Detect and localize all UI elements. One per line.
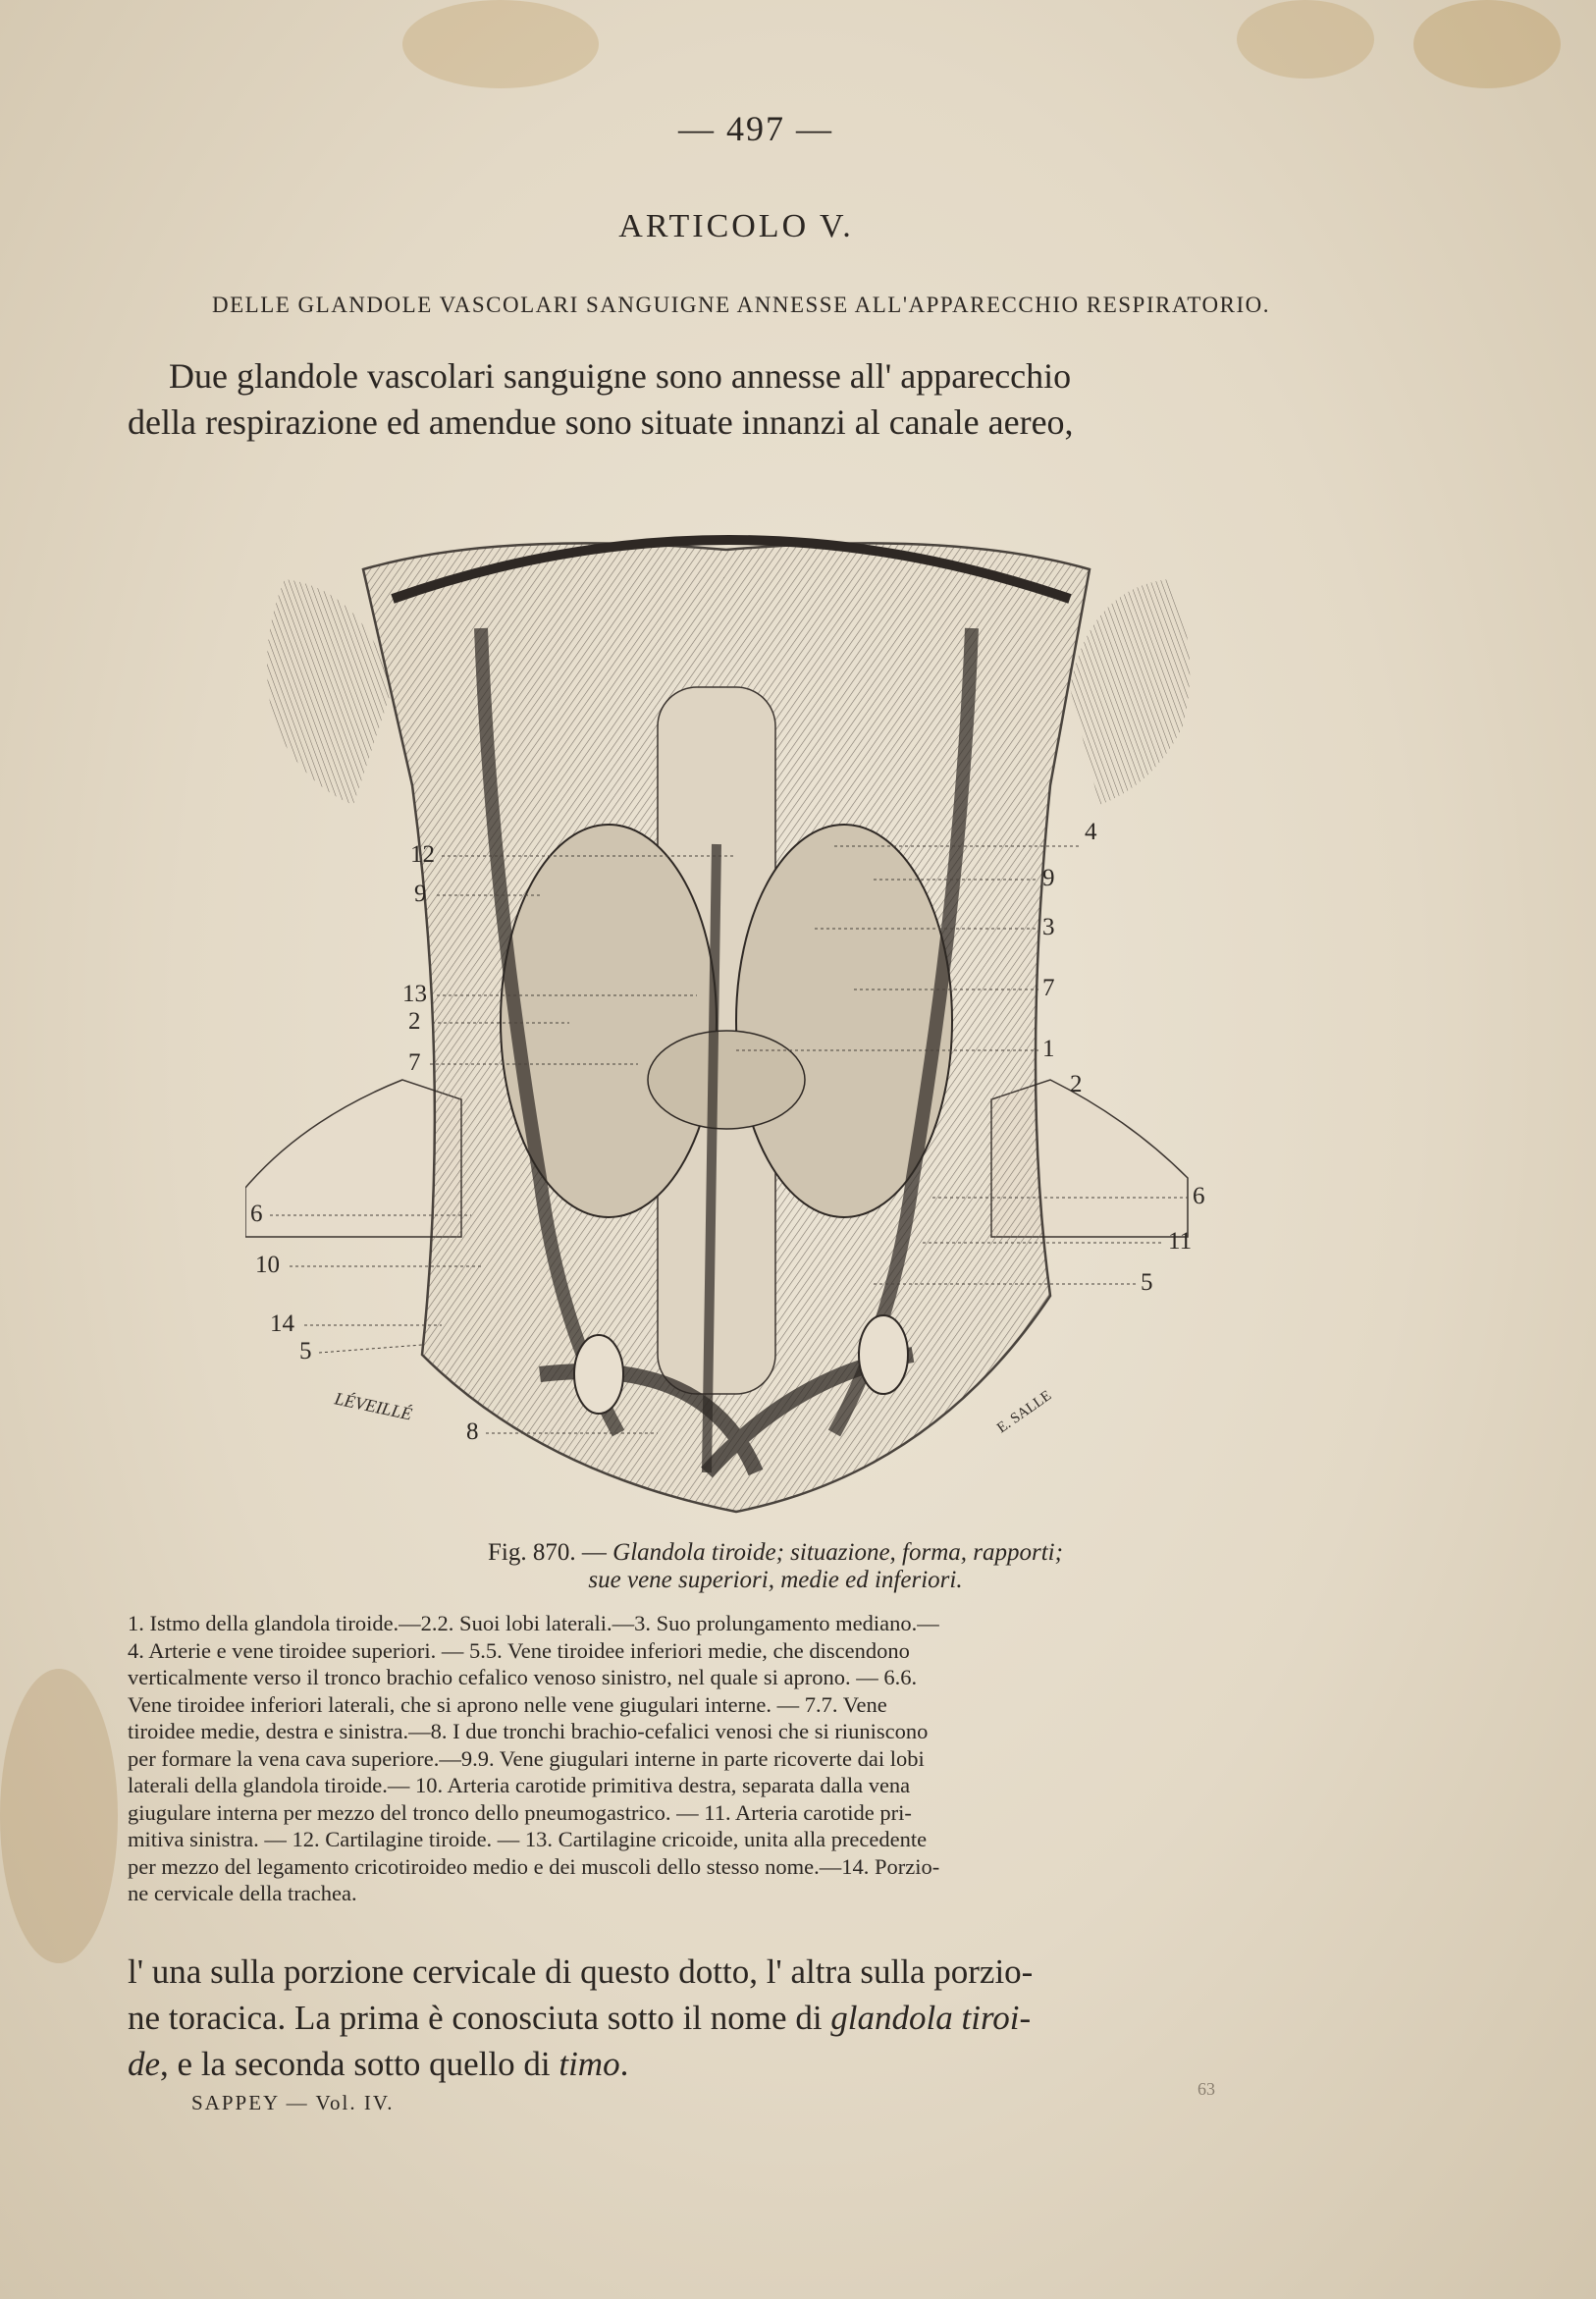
engraver-signature-left: LÉVEILLÉ [333,1388,414,1424]
figure-caption: Fig. 870. — Glandola tiroide; situazione, forma, rapporti; sue vene superiori, medie ed inferiori. [488,1539,1063,1593]
intro-paragraph [128,353,1335,446]
figure-label: 14 [270,1310,294,1337]
closing-line: l' una sulla porzione cervicale di questo dotto, l' altra sulla porzio- [128,1952,1034,1991]
shoulder-left [245,1080,461,1237]
figure-label: 7 [1042,975,1055,1001]
figure-label: 10 [255,1252,280,1278]
legend-line: Vene tiroidee inferiori laterali, che si aprono nelle vene giugulari interne. — 7.7. Vene [128,1691,887,1717]
legend-line: verticalmente verso il tronco brachio cefalico venoso sinistro, nel quale si aprono. — 6.6. [128,1665,918,1689]
closing-text: . [619,2045,629,2083]
figure-label: 12 [410,841,435,868]
figure-label: 8 [466,1418,479,1445]
closing-italic-term: de [128,2045,161,2083]
foxing-stain [1413,0,1561,88]
caption-figure-number: Fig. 870. [488,1539,576,1566]
closing-italic-term: timo [559,2045,620,2083]
legend-line: mitiva sinistra. — 12. Cartilagine tiroide. — 13. Cartilagine cricoide, unita alla precedente [128,1827,928,1851]
thyroid-engraving [245,491,1207,1531]
figure-label: 5 [1141,1269,1153,1296]
caption-title-line2: sue vene superiori, medie ed inferiori. [588,1567,963,1593]
legend-line: 1. Istmo della glandola tiroide.—2.2. Suoi lobi laterali.—3. Suo prolungamento mediano.— [128,1611,939,1635]
footer-signature: SAPPEY — Vol. IV. [191,2091,395,2114]
foxing-stain [402,0,599,88]
clavicle-right [859,1315,908,1394]
legend-line: per formare la vena cava superiore.—9.9. Vene giugulari interne in parte ricoverte dai lobi [128,1745,925,1771]
closing-text: , e la seconda sotto quello di [160,2045,559,2083]
legend-line: ne cervicale della trachea. [128,1881,357,1905]
figure-label: 11 [1168,1228,1193,1255]
engraver-signature-right: E. SALLE [994,1387,1055,1437]
figure-label: 3 [1042,914,1055,940]
closing-line [128,2041,1345,2087]
figure-label: 2 [1070,1071,1083,1097]
legend-line: per mezzo del legamento cricotiroideo medio e dei muscoli dello stesso nome.—14. Porzio- [128,1853,940,1879]
foxing-stain [1237,0,1374,79]
hair-right [1070,579,1190,805]
thyroid-isthmus [648,1031,805,1129]
figure-label: 13 [402,981,427,1007]
figure-label: 6 [250,1201,263,1227]
intro-line: Due glandole vascolari sanguigne sono annesse all' apparecchio [169,356,1072,396]
closing-italic-term: glandola tiroi- [830,1999,1032,2037]
figure-label: 9 [1042,865,1055,891]
caption-title-line1: Glandola tiroide; situazione, forma, rapporti; [612,1539,1063,1566]
foxing-stain [0,1669,118,1963]
figure-legend [128,1610,1355,1907]
legend-line: giugulare interna per mezzo del tronco dello pneumogastrico. — 11. Arteria carotide pri- [128,1799,912,1825]
closing-text: ne toracica. La prima è conosciuta sotto il nome di [128,1999,831,2037]
figure-label: 1 [1042,1036,1055,1062]
figure-label: 7 [408,1049,421,1076]
section-heading: DELLE GLANDOLE VASCOLARI SANGUIGNE ANNESSE ALL'APPARECCHIO RESPIRATORIO. [211,293,1270,317]
closing-line [128,1995,1345,2041]
figure-label: 2 [408,1008,421,1035]
intro-line: della respirazione ed amendue sono situate innanzi al canale aereo, [128,402,1074,442]
figure-label: 4 [1085,819,1097,845]
legend-line: laterali della glandola tiroide.— 10. Arteria carotide primitiva destra, separata dalla vena [128,1773,911,1797]
clavicle-left [574,1335,623,1414]
figure-label: 5 [299,1338,312,1364]
legend-line: 4. Arterie e vene tiroidee superiori. — 5.5. Vene tiroidee inferiori medie, che discendono [128,1637,910,1663]
figure-label: 9 [414,881,427,907]
page-number: — 497 — [678,109,833,148]
footer-sheet-number: 63 [1197,2079,1215,2099]
article-title: ARTICOLO V. [618,208,854,244]
closing-paragraph [128,1949,1345,2087]
legend-line: tiroidee medie, destra e sinistra.—8. I due tronchi brachio-cefalici venosi che si riuniscono [128,1719,929,1743]
figure-label: 6 [1193,1183,1205,1209]
